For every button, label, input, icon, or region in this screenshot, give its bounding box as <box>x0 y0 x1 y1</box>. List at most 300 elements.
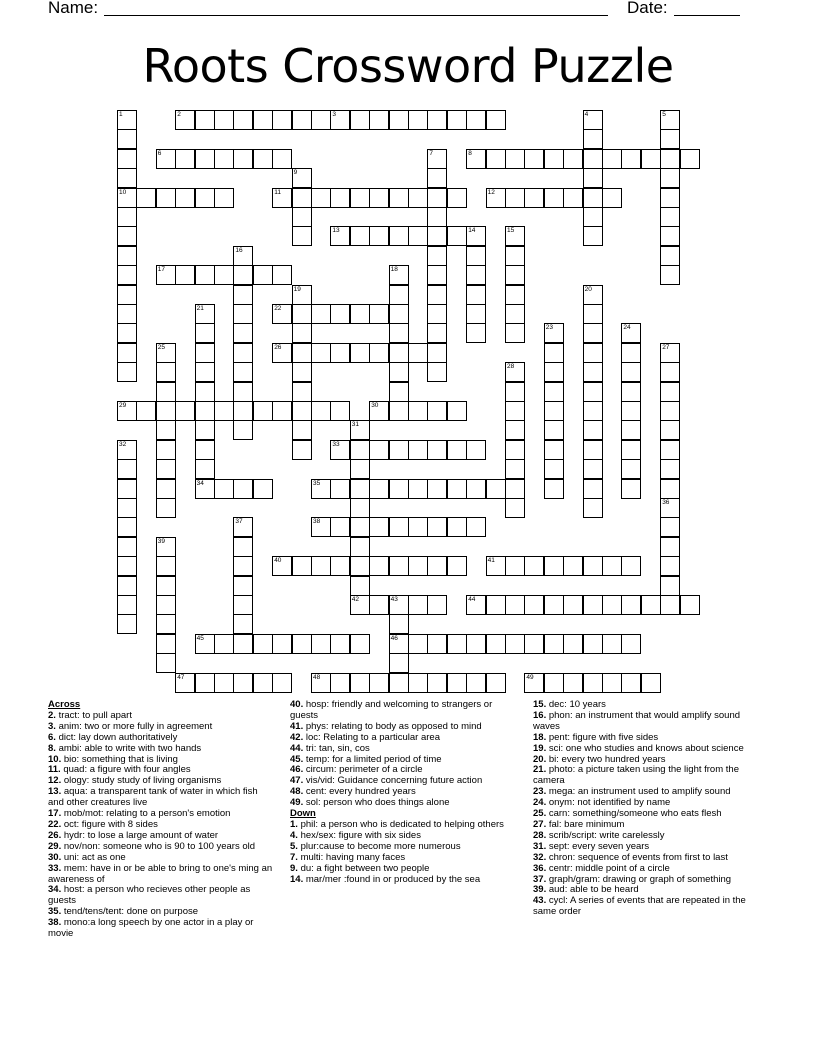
grid-cell[interactable] <box>350 420 370 440</box>
grid-cell[interactable] <box>602 673 622 693</box>
grid-cell[interactable] <box>233 149 253 169</box>
grid-cell[interactable] <box>292 285 312 305</box>
grid-cell[interactable] <box>292 343 312 363</box>
grid-cell[interactable] <box>350 440 370 460</box>
grid-cell[interactable] <box>195 459 215 479</box>
grid-cell[interactable] <box>563 149 583 169</box>
grid-cell[interactable] <box>544 479 564 499</box>
grid-cell[interactable] <box>292 226 312 246</box>
grid-cell[interactable] <box>486 188 506 208</box>
grid-cell[interactable] <box>505 362 525 382</box>
grid-cell[interactable] <box>660 129 680 149</box>
grid-cell[interactable] <box>195 343 215 363</box>
grid-cell[interactable] <box>117 149 137 169</box>
grid-cell[interactable] <box>621 479 641 499</box>
grid-cell[interactable] <box>330 343 350 363</box>
name-field-line[interactable] <box>104 15 608 16</box>
grid-cell[interactable] <box>117 537 137 557</box>
grid-cell[interactable] <box>621 673 641 693</box>
grid-cell[interactable] <box>389 382 409 402</box>
grid-cell[interactable] <box>175 188 195 208</box>
grid-cell[interactable] <box>563 634 583 654</box>
grid-cell[interactable] <box>156 459 176 479</box>
grid-cell[interactable] <box>563 188 583 208</box>
grid-cell[interactable] <box>524 149 544 169</box>
grid-cell[interactable] <box>369 401 389 421</box>
grid-cell[interactable] <box>505 265 525 285</box>
grid-cell[interactable] <box>583 556 603 576</box>
grid-cell[interactable] <box>389 479 409 499</box>
grid-cell[interactable] <box>233 304 253 324</box>
grid-cell[interactable] <box>389 614 409 634</box>
grid-cell[interactable] <box>427 188 447 208</box>
grid-cell[interactable] <box>408 517 428 537</box>
grid-cell[interactable] <box>272 343 292 363</box>
grid-cell[interactable] <box>563 556 583 576</box>
grid-cell[interactable] <box>660 401 680 421</box>
grid-cell[interactable] <box>583 440 603 460</box>
grid-cell[interactable] <box>233 576 253 596</box>
grid-cell[interactable] <box>175 265 195 285</box>
grid-cell[interactable] <box>621 440 641 460</box>
grid-cell[interactable] <box>389 362 409 382</box>
grid-cell[interactable] <box>660 168 680 188</box>
grid-cell[interactable] <box>680 149 700 169</box>
grid-cell[interactable] <box>427 168 447 188</box>
grid-cell[interactable] <box>583 459 603 479</box>
grid-cell[interactable] <box>156 576 176 596</box>
grid-cell[interactable] <box>292 188 312 208</box>
grid-cell[interactable] <box>156 420 176 440</box>
grid-cell[interactable] <box>272 149 292 169</box>
grid-cell[interactable] <box>505 479 525 499</box>
grid-cell[interactable] <box>408 634 428 654</box>
grid-cell[interactable] <box>583 343 603 363</box>
grid-cell[interactable] <box>272 401 292 421</box>
grid-cell[interactable] <box>330 226 350 246</box>
grid-cell[interactable] <box>486 595 506 615</box>
grid-cell[interactable] <box>233 420 253 440</box>
grid-cell[interactable] <box>292 382 312 402</box>
grid-cell[interactable] <box>621 634 641 654</box>
grid-cell[interactable] <box>233 479 253 499</box>
grid-cell[interactable] <box>583 498 603 518</box>
grid-cell[interactable] <box>311 304 331 324</box>
grid-cell[interactable] <box>214 401 234 421</box>
grid-cell[interactable] <box>621 323 641 343</box>
grid-cell[interactable] <box>272 634 292 654</box>
grid-cell[interactable] <box>544 420 564 440</box>
grid-cell[interactable] <box>621 343 641 363</box>
grid-cell[interactable] <box>583 323 603 343</box>
grid-cell[interactable] <box>117 323 137 343</box>
grid-cell[interactable] <box>156 614 176 634</box>
grid-cell[interactable] <box>195 110 215 130</box>
grid-cell[interactable] <box>292 323 312 343</box>
grid-cell[interactable] <box>156 634 176 654</box>
grid-cell[interactable] <box>505 595 525 615</box>
grid-cell[interactable] <box>544 440 564 460</box>
grid-cell[interactable] <box>156 556 176 576</box>
grid-cell[interactable] <box>660 556 680 576</box>
grid-cell[interactable] <box>330 517 350 537</box>
grid-cell[interactable] <box>311 517 331 537</box>
grid-cell[interactable] <box>117 362 137 382</box>
grid-cell[interactable] <box>272 556 292 576</box>
grid-cell[interactable] <box>466 110 486 130</box>
grid-cell[interactable] <box>427 246 447 266</box>
grid-cell[interactable] <box>233 343 253 363</box>
grid-cell[interactable] <box>621 362 641 382</box>
grid-cell[interactable] <box>369 110 389 130</box>
grid-cell[interactable] <box>350 226 370 246</box>
grid-cell[interactable] <box>195 634 215 654</box>
grid-cell[interactable] <box>427 556 447 576</box>
grid-cell[interactable] <box>660 149 680 169</box>
grid-cell[interactable] <box>195 401 215 421</box>
grid-cell[interactable] <box>292 556 312 576</box>
grid-cell[interactable] <box>544 459 564 479</box>
grid-cell[interactable] <box>583 673 603 693</box>
grid-cell[interactable] <box>660 207 680 227</box>
grid-cell[interactable] <box>660 188 680 208</box>
grid-cell[interactable] <box>505 382 525 402</box>
grid-cell[interactable] <box>350 479 370 499</box>
grid-cell[interactable] <box>602 595 622 615</box>
grid-cell[interactable] <box>117 576 137 596</box>
grid-cell[interactable] <box>427 362 447 382</box>
grid-cell[interactable] <box>292 110 312 130</box>
grid-cell[interactable] <box>156 188 176 208</box>
grid-cell[interactable] <box>544 149 564 169</box>
grid-cell[interactable] <box>389 517 409 537</box>
grid-cell[interactable] <box>408 673 428 693</box>
grid-cell[interactable] <box>156 653 176 673</box>
grid-cell[interactable] <box>408 479 428 499</box>
grid-cell[interactable] <box>583 401 603 421</box>
grid-cell[interactable] <box>117 304 137 324</box>
grid-cell[interactable] <box>486 673 506 693</box>
grid-cell[interactable] <box>447 556 467 576</box>
grid-cell[interactable] <box>641 673 661 693</box>
grid-cell[interactable] <box>117 168 137 188</box>
grid-cell[interactable] <box>292 168 312 188</box>
grid-cell[interactable] <box>583 168 603 188</box>
grid-cell[interactable] <box>311 479 331 499</box>
grid-cell[interactable] <box>466 149 486 169</box>
grid-cell[interactable] <box>253 265 273 285</box>
grid-cell[interactable] <box>427 634 447 654</box>
grid-cell[interactable] <box>156 343 176 363</box>
grid-cell[interactable] <box>427 207 447 227</box>
grid-cell[interactable] <box>214 110 234 130</box>
grid-cell[interactable] <box>427 285 447 305</box>
grid-cell[interactable] <box>233 401 253 421</box>
grid-cell[interactable] <box>466 285 486 305</box>
grid-cell[interactable] <box>175 149 195 169</box>
grid-cell[interactable] <box>408 440 428 460</box>
grid-cell[interactable] <box>350 576 370 596</box>
grid-cell[interactable] <box>195 420 215 440</box>
grid-cell[interactable] <box>292 634 312 654</box>
grid-cell[interactable] <box>330 634 350 654</box>
grid-cell[interactable] <box>253 479 273 499</box>
grid-cell[interactable] <box>447 188 467 208</box>
grid-cell[interactable] <box>505 498 525 518</box>
grid-cell[interactable] <box>486 110 506 130</box>
grid-cell[interactable] <box>214 265 234 285</box>
grid-cell[interactable] <box>233 537 253 557</box>
grid-cell[interactable] <box>524 673 544 693</box>
grid-cell[interactable] <box>369 556 389 576</box>
grid-cell[interactable] <box>389 556 409 576</box>
grid-cell[interactable] <box>369 188 389 208</box>
grid-cell[interactable] <box>195 673 215 693</box>
grid-cell[interactable] <box>350 343 370 363</box>
grid-cell[interactable] <box>660 226 680 246</box>
grid-cell[interactable] <box>505 226 525 246</box>
grid-cell[interactable] <box>369 226 389 246</box>
grid-cell[interactable] <box>195 362 215 382</box>
grid-cell[interactable] <box>602 556 622 576</box>
grid-cell[interactable] <box>583 188 603 208</box>
grid-cell[interactable] <box>427 304 447 324</box>
grid-cell[interactable] <box>408 556 428 576</box>
grid-cell[interactable] <box>253 401 273 421</box>
grid-cell[interactable] <box>466 304 486 324</box>
grid-cell[interactable] <box>505 285 525 305</box>
grid-cell[interactable] <box>233 323 253 343</box>
grid-cell[interactable] <box>350 595 370 615</box>
grid-cell[interactable] <box>117 498 137 518</box>
grid-cell[interactable] <box>156 440 176 460</box>
grid-cell[interactable] <box>427 440 447 460</box>
grid-cell[interactable] <box>389 673 409 693</box>
grid-cell[interactable] <box>195 149 215 169</box>
grid-cell[interactable] <box>621 401 641 421</box>
grid-cell[interactable] <box>486 479 506 499</box>
grid-cell[interactable] <box>233 246 253 266</box>
grid-cell[interactable] <box>660 420 680 440</box>
grid-cell[interactable] <box>427 517 447 537</box>
grid-cell[interactable] <box>544 556 564 576</box>
grid-cell[interactable] <box>350 110 370 130</box>
grid-cell[interactable] <box>292 440 312 460</box>
grid-cell[interactable] <box>117 226 137 246</box>
grid-cell[interactable] <box>447 517 467 537</box>
grid-cell[interactable] <box>621 382 641 402</box>
grid-cell[interactable] <box>117 517 137 537</box>
grid-cell[interactable] <box>214 479 234 499</box>
grid-cell[interactable] <box>369 517 389 537</box>
grid-cell[interactable] <box>253 634 273 654</box>
grid-cell[interactable] <box>544 634 564 654</box>
grid-cell[interactable] <box>583 634 603 654</box>
grid-cell[interactable] <box>408 595 428 615</box>
grid-cell[interactable] <box>272 673 292 693</box>
grid-cell[interactable] <box>214 673 234 693</box>
grid-cell[interactable] <box>447 634 467 654</box>
grid-cell[interactable] <box>505 459 525 479</box>
grid-cell[interactable] <box>233 595 253 615</box>
grid-cell[interactable] <box>214 634 234 654</box>
grid-cell[interactable] <box>117 401 137 421</box>
grid-cell[interactable] <box>660 479 680 499</box>
grid-cell[interactable] <box>427 110 447 130</box>
grid-cell[interactable] <box>466 265 486 285</box>
grid-cell[interactable] <box>350 459 370 479</box>
grid-cell[interactable] <box>389 285 409 305</box>
grid-cell[interactable] <box>369 479 389 499</box>
grid-cell[interactable] <box>660 362 680 382</box>
grid-cell[interactable] <box>389 401 409 421</box>
grid-cell[interactable] <box>544 673 564 693</box>
grid-cell[interactable] <box>175 401 195 421</box>
grid-cell[interactable] <box>602 634 622 654</box>
grid-cell[interactable] <box>233 556 253 576</box>
grid-cell[interactable] <box>389 304 409 324</box>
grid-cell[interactable] <box>427 226 447 246</box>
grid-cell[interactable] <box>621 420 641 440</box>
grid-cell[interactable] <box>195 382 215 402</box>
grid-cell[interactable] <box>156 362 176 382</box>
grid-cell[interactable] <box>175 110 195 130</box>
grid-cell[interactable] <box>330 479 350 499</box>
grid-cell[interactable] <box>583 129 603 149</box>
grid-cell[interactable] <box>156 537 176 557</box>
grid-cell[interactable] <box>447 440 467 460</box>
grid-cell[interactable] <box>350 556 370 576</box>
grid-cell[interactable] <box>369 343 389 363</box>
grid-cell[interactable] <box>466 226 486 246</box>
grid-cell[interactable] <box>505 188 525 208</box>
grid-cell[interactable] <box>408 343 428 363</box>
grid-cell[interactable] <box>233 382 253 402</box>
grid-cell[interactable] <box>660 595 680 615</box>
grid-cell[interactable] <box>272 265 292 285</box>
grid-cell[interactable] <box>350 188 370 208</box>
grid-cell[interactable] <box>292 401 312 421</box>
grid-cell[interactable] <box>408 188 428 208</box>
grid-cell[interactable] <box>602 188 622 208</box>
grid-cell[interactable] <box>583 149 603 169</box>
grid-cell[interactable] <box>292 207 312 227</box>
grid-cell[interactable] <box>311 634 331 654</box>
grid-cell[interactable] <box>427 595 447 615</box>
grid-cell[interactable] <box>253 110 273 130</box>
grid-cell[interactable] <box>563 673 583 693</box>
grid-cell[interactable] <box>350 634 370 654</box>
grid-cell[interactable] <box>117 207 137 227</box>
grid-cell[interactable] <box>117 595 137 615</box>
grid-cell[interactable] <box>466 634 486 654</box>
grid-cell[interactable] <box>544 401 564 421</box>
grid-cell[interactable] <box>195 188 215 208</box>
grid-cell[interactable] <box>408 226 428 246</box>
grid-cell[interactable] <box>369 304 389 324</box>
grid-cell[interactable] <box>292 420 312 440</box>
grid-cell[interactable] <box>602 149 622 169</box>
grid-cell[interactable] <box>583 362 603 382</box>
grid-cell[interactable] <box>544 323 564 343</box>
grid-cell[interactable] <box>524 188 544 208</box>
grid-cell[interactable] <box>621 149 641 169</box>
grid-cell[interactable] <box>660 576 680 596</box>
grid-cell[interactable] <box>136 188 156 208</box>
grid-cell[interactable] <box>175 673 195 693</box>
grid-cell[interactable] <box>389 265 409 285</box>
grid-cell[interactable] <box>505 149 525 169</box>
grid-cell[interactable] <box>466 323 486 343</box>
grid-cell[interactable] <box>583 595 603 615</box>
grid-cell[interactable] <box>117 440 137 460</box>
grid-cell[interactable] <box>544 362 564 382</box>
grid-cell[interactable] <box>311 343 331 363</box>
grid-cell[interactable] <box>117 265 137 285</box>
grid-cell[interactable] <box>156 479 176 499</box>
grid-cell[interactable] <box>621 459 641 479</box>
grid-cell[interactable] <box>389 440 409 460</box>
grid-cell[interactable] <box>660 517 680 537</box>
grid-cell[interactable] <box>369 595 389 615</box>
grid-cell[interactable] <box>350 517 370 537</box>
grid-cell[interactable] <box>389 343 409 363</box>
grid-cell[interactable] <box>117 459 137 479</box>
grid-cell[interactable] <box>292 304 312 324</box>
grid-cell[interactable] <box>583 207 603 227</box>
grid-cell[interactable] <box>447 110 467 130</box>
grid-cell[interactable] <box>311 188 331 208</box>
grid-cell[interactable] <box>156 265 176 285</box>
grid-cell[interactable] <box>505 556 525 576</box>
grid-cell[interactable] <box>583 479 603 499</box>
grid-cell[interactable] <box>156 595 176 615</box>
grid-cell[interactable] <box>136 401 156 421</box>
grid-cell[interactable] <box>330 110 350 130</box>
grid-cell[interactable] <box>389 595 409 615</box>
grid-cell[interactable] <box>505 634 525 654</box>
grid-cell[interactable] <box>156 498 176 518</box>
grid-cell[interactable] <box>350 304 370 324</box>
grid-cell[interactable] <box>563 595 583 615</box>
grid-cell[interactable] <box>641 149 661 169</box>
grid-cell[interactable] <box>466 479 486 499</box>
grid-cell[interactable] <box>524 595 544 615</box>
grid-cell[interactable] <box>660 440 680 460</box>
grid-cell[interactable] <box>505 304 525 324</box>
grid-cell[interactable] <box>233 110 253 130</box>
grid-cell[interactable] <box>195 440 215 460</box>
grid-cell[interactable] <box>466 440 486 460</box>
grid-cell[interactable] <box>117 246 137 266</box>
grid-cell[interactable] <box>330 401 350 421</box>
grid-cell[interactable] <box>195 479 215 499</box>
grid-cell[interactable] <box>389 188 409 208</box>
grid-cell[interactable] <box>350 673 370 693</box>
grid-cell[interactable] <box>621 595 641 615</box>
grid-cell[interactable] <box>156 382 176 402</box>
grid-cell[interactable] <box>350 498 370 518</box>
grid-cell[interactable] <box>583 420 603 440</box>
grid-cell[interactable] <box>427 479 447 499</box>
grid-cell[interactable] <box>117 556 137 576</box>
grid-cell[interactable] <box>466 595 486 615</box>
grid-cell[interactable] <box>427 265 447 285</box>
grid-cell[interactable] <box>330 188 350 208</box>
grid-cell[interactable] <box>660 459 680 479</box>
grid-cell[interactable] <box>311 556 331 576</box>
grid-cell[interactable] <box>660 246 680 266</box>
